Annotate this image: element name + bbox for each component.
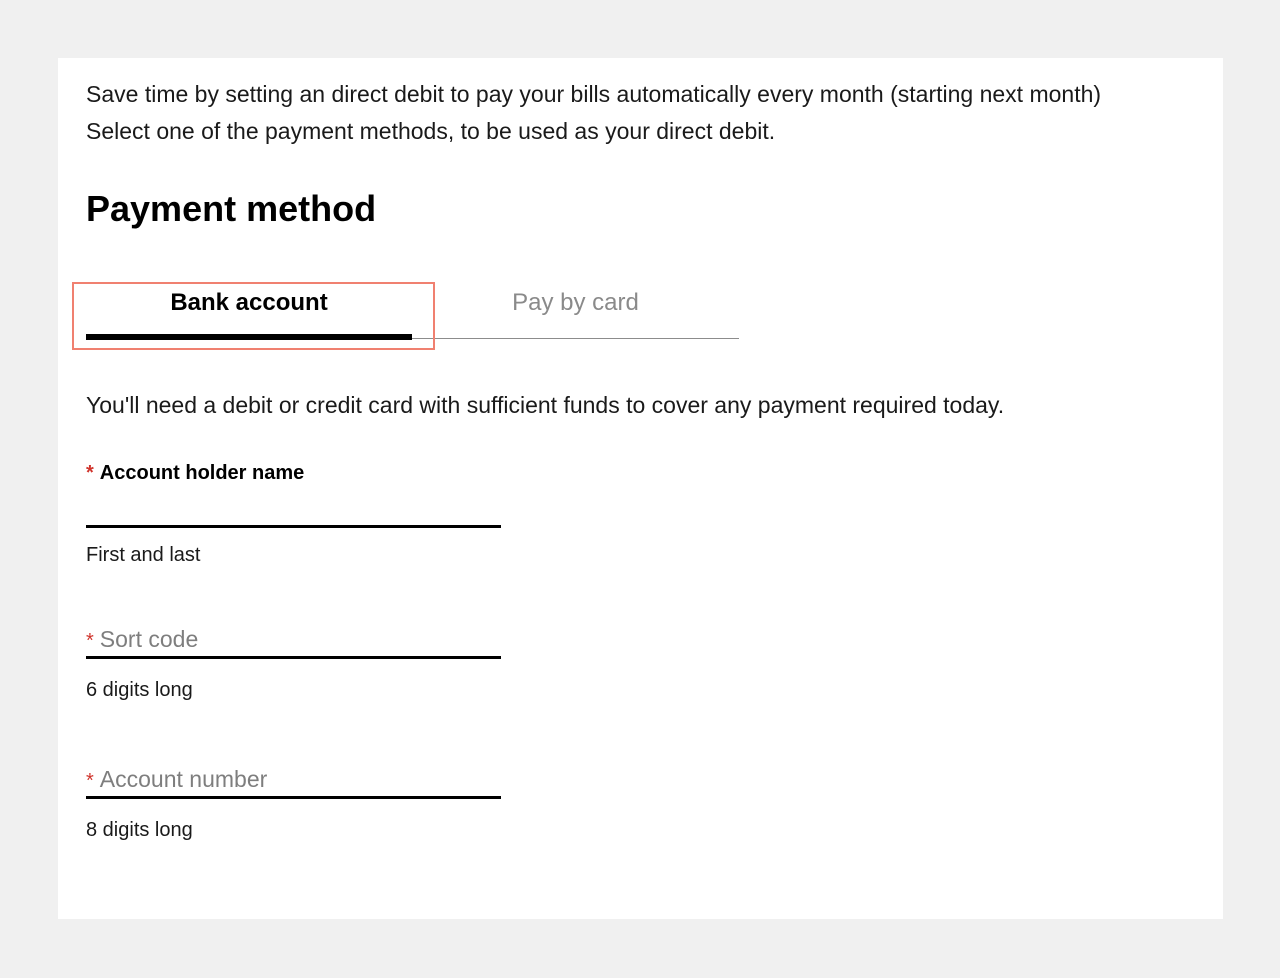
account-number-input[interactable]	[86, 766, 501, 799]
required-asterisk: *	[86, 630, 94, 652]
account-holder-field	[86, 462, 501, 567]
account-number-hint: 8 digits long	[86, 819, 193, 841]
account-number-field	[86, 766, 501, 842]
sort-code-field	[86, 626, 501, 702]
account-holder-label	[86, 462, 501, 485]
tab-pay-by-card-label: Pay by card	[512, 289, 639, 316]
account-holder-input[interactable]	[86, 489, 501, 528]
account-number-placeholder: Account number	[99, 766, 268, 792]
payment-card	[58, 58, 1223, 919]
highlight-outline	[72, 282, 435, 350]
tab-bank-account-label: Bank account	[170, 289, 328, 316]
page-title: Payment method	[86, 188, 377, 229]
required-asterisk: *	[86, 462, 94, 484]
sort-code-hint: 6 digits long	[86, 679, 193, 701]
account-holder-hint: First and last	[86, 544, 201, 566]
tab-pay-by-card[interactable]	[412, 280, 739, 340]
account-holder-label-text: Account holder name	[99, 462, 305, 484]
required-asterisk: *	[86, 770, 94, 792]
funds-notice: You'll need a debit or credit card with sufficient funds to cover any payment required today.	[86, 392, 1005, 418]
sort-code-input[interactable]	[86, 626, 501, 659]
intro-line-2: Select one of the payment methods, to be used as your direct debit.	[86, 118, 776, 144]
intro-text	[86, 76, 1216, 150]
sort-code-placeholder: Sort code	[99, 626, 199, 652]
intro-line-1: Save time by setting an direct debit to pay your bills automatically every month (starting next month)	[86, 81, 1102, 107]
